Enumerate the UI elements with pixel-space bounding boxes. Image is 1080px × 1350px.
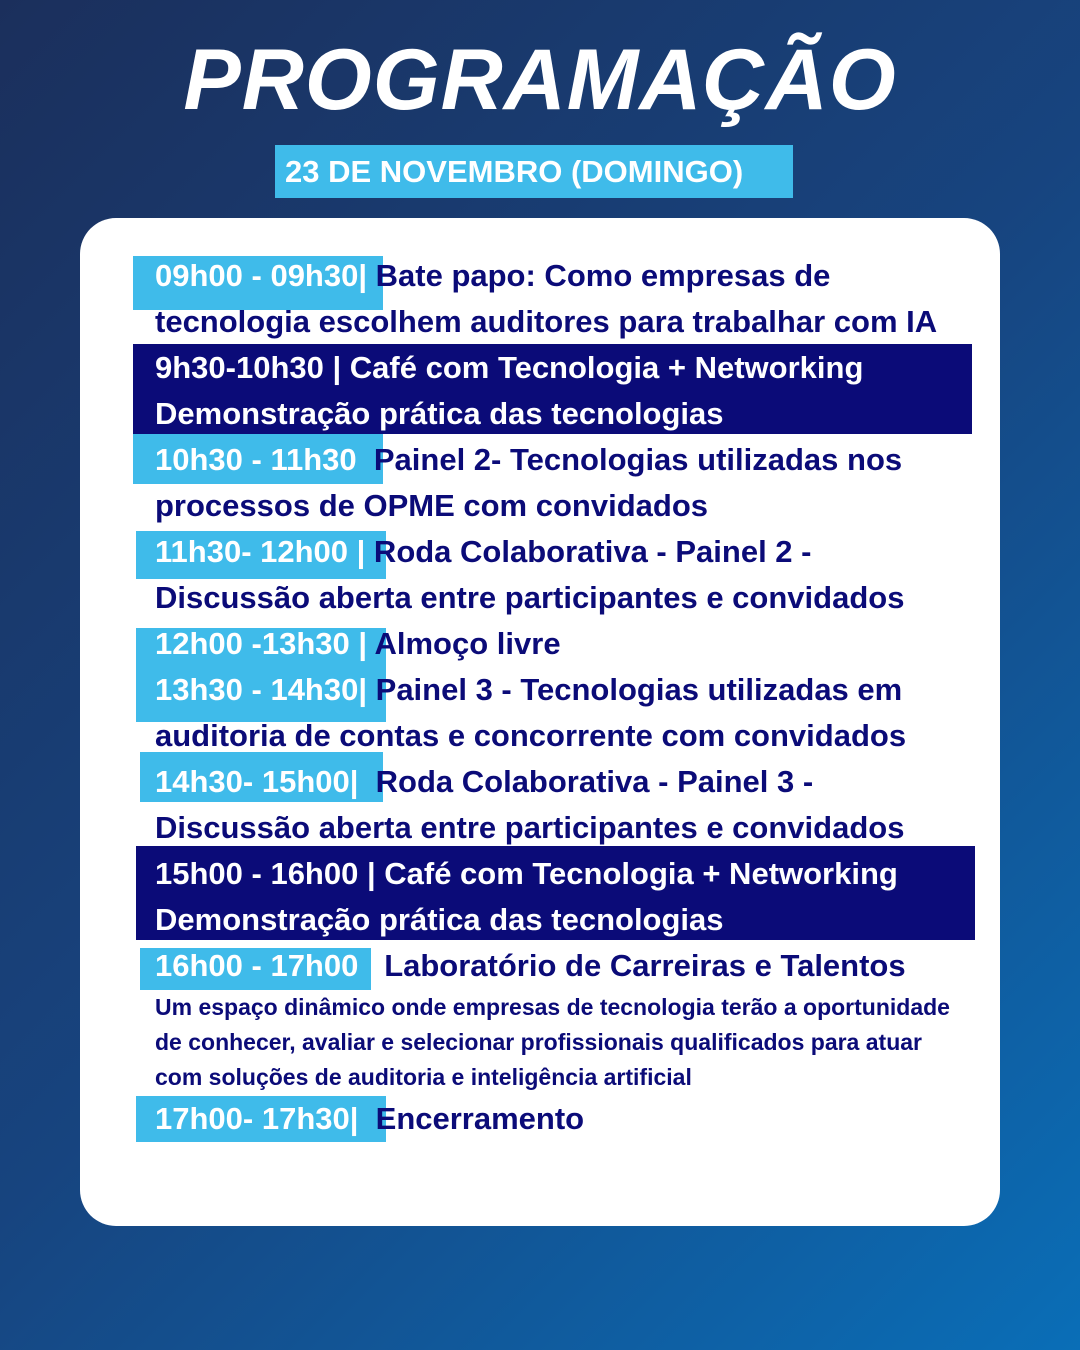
schedule-title: Painel 3 - Tecnologias utilizadas em xyxy=(367,672,903,707)
schedule-item xyxy=(155,437,902,483)
schedule-item xyxy=(155,1096,584,1142)
schedule-item xyxy=(155,253,830,299)
schedule-detail: Discussão aberta entre participantes e convidados xyxy=(155,810,905,845)
schedule-title: Encerramento xyxy=(358,1101,585,1136)
schedule-time: 16h00 - 17h00 xyxy=(155,948,359,983)
schedule-time: 09h00 - 09h30| xyxy=(155,258,368,293)
page-title: PROGRAMAÇÃO xyxy=(183,32,897,128)
schedule-time: 17h00- 17h30| xyxy=(155,1101,359,1136)
schedule-description: com soluções de auditoria e inteligência artificial xyxy=(155,1064,692,1090)
schedule-title: Painel 2- Tecnologias utilizadas nos xyxy=(356,442,903,477)
schedule-item: 9h30-10h30 | Café com Tecnologia + Networking xyxy=(155,350,864,385)
schedule-title: Roda Colaborativa - Painel 2 - xyxy=(365,534,812,569)
schedule-detail: tecnologia escolhem auditores para trabalhar com IA xyxy=(155,304,938,339)
date-badge: 23 DE NOVEMBRO (DOMINGO) xyxy=(275,145,793,198)
schedule-item: 15h00 - 16h00 | Café com Tecnologia + Networking xyxy=(155,856,898,891)
schedule-title: Bate papo: Como empresas de xyxy=(367,258,831,293)
schedule-detail: auditoria de contas e concorrente com convidados xyxy=(155,718,907,753)
schedule-detail: Demonstração prática das tecnologias xyxy=(155,396,724,431)
schedule-time: 11h30- 12h00 | xyxy=(155,534,366,569)
schedule-time: 10h30 - 11h30 xyxy=(155,442,357,477)
schedule-title: Laboratório de Carreiras e Talentos xyxy=(358,948,906,983)
schedule-detail: processos de OPME com convidados xyxy=(155,488,708,523)
schedule-detail: Discussão aberta entre participantes e convidados xyxy=(155,580,905,615)
schedule-item xyxy=(155,759,813,805)
schedule-item xyxy=(155,621,561,667)
schedule-item xyxy=(155,529,811,575)
schedule-time: 13h30 - 14h30| xyxy=(155,672,368,707)
schedule-description: Um espaço dinâmico onde empresas de tecnologia terão a oportunidade xyxy=(155,994,950,1020)
schedule-time: 12h00 -13h30 | xyxy=(155,626,368,661)
schedule-item xyxy=(155,943,906,989)
schedule-item xyxy=(155,667,902,713)
schedule-time: 14h30- 15h00| xyxy=(155,764,359,799)
schedule-detail: Demonstração prática das tecnologias xyxy=(155,902,724,937)
schedule-description: de conhecer, avaliar e selecionar profissionais qualificados para atuar xyxy=(155,1029,922,1055)
schedule-title: Roda Colaborativa - Painel 3 - xyxy=(358,764,814,799)
schedule-title: Almoço livre xyxy=(367,626,561,661)
